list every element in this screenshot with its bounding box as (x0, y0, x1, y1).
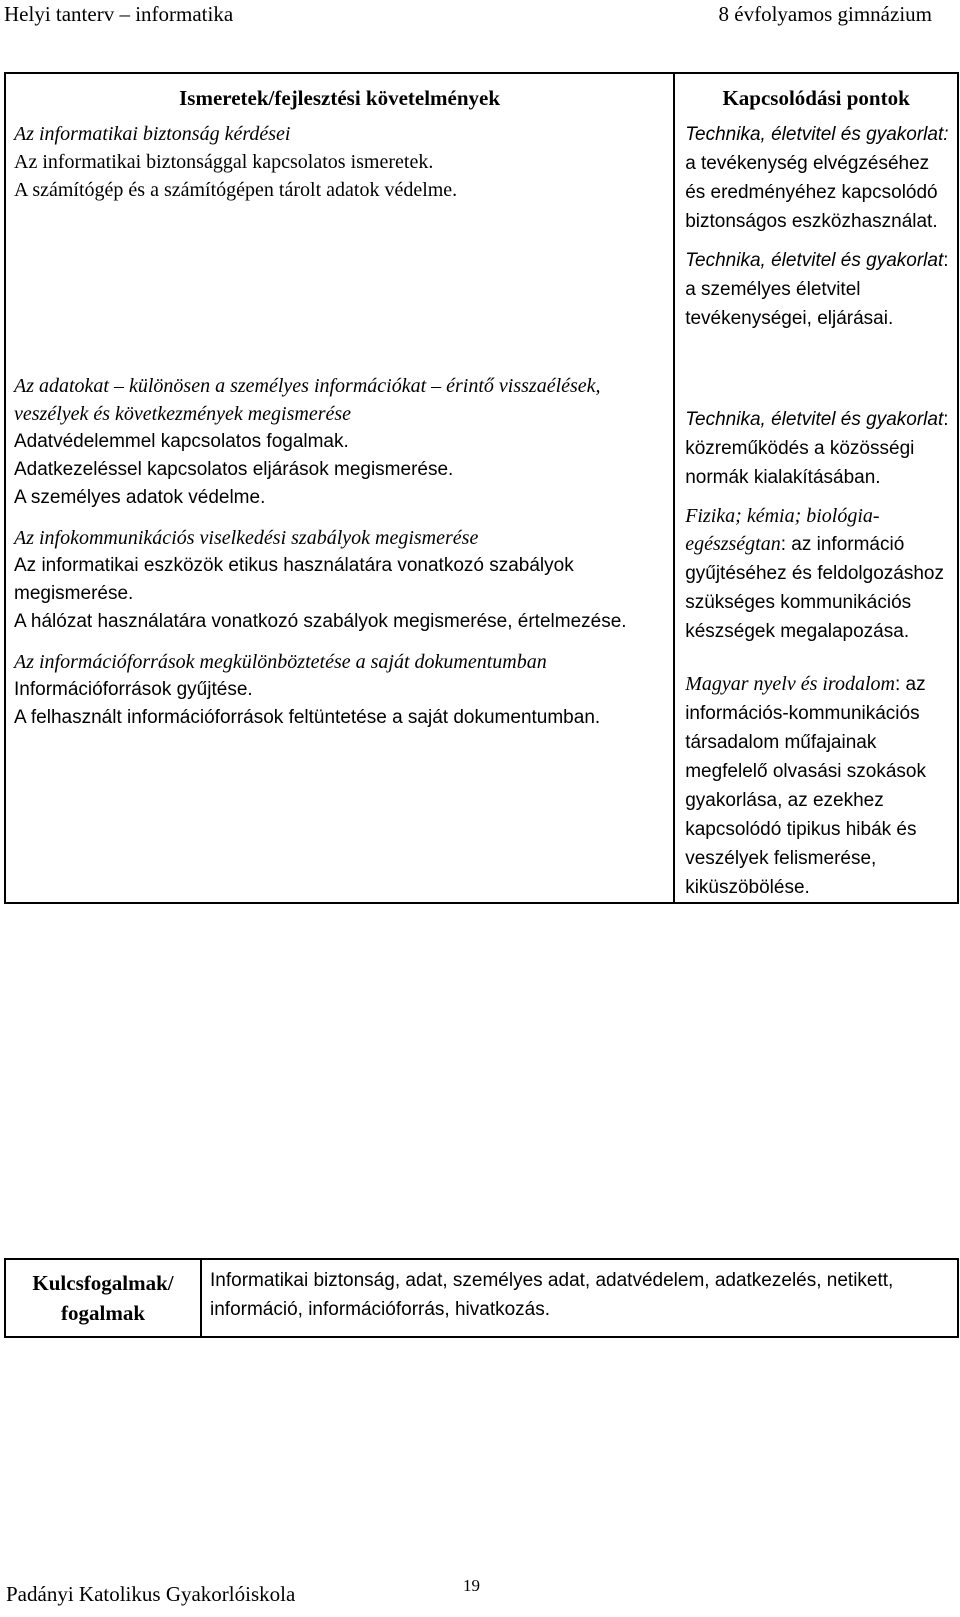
column-header-links: Kapcsolódási pontok (722, 86, 910, 110)
link-subject: Fizika; kémia; biológia-egészségtan (685, 505, 880, 555)
key-concepts-label-line: fogalmak (61, 1301, 145, 1325)
requirement-section (14, 524, 665, 636)
section-line: Az informatikai eszközök etikus használatára vonatkozó szabályok megismerése. (14, 555, 574, 604)
link-text: : a személyes életvitel tevékenységei, eljárásai. (685, 250, 949, 329)
footer-school-name: Padányi Katolikus Gyakorlóiskola (6, 1582, 296, 1606)
page-header (0, 0, 960, 30)
content-cell (5, 73, 674, 903)
column-header-requirements: Ismeretek/fejlesztési követelmények (179, 86, 501, 110)
section-title: Az infokommunikációs viselkedési szabályok megismerése (14, 527, 479, 549)
key-concepts-label (5, 1259, 201, 1337)
section-line: Adatvédelemmel kapcsolatos fogalmak. (14, 431, 349, 452)
requirement-section (14, 648, 665, 732)
link-subject: Technika, életvitel és gyakorlat (685, 409, 944, 430)
table-row (5, 73, 958, 903)
section-line: A személyes adatok védelme. (14, 487, 266, 508)
link-text: a tevékenység elvégzéséhez és eredményéhez kapcsolódó biztonságos eszközhasználat. (685, 153, 938, 232)
requirement-section (14, 372, 665, 512)
link-subject: Technika, életvitel és gyakorlat (685, 250, 944, 271)
page-footer (0, 1576, 960, 1616)
link-section (685, 246, 951, 333)
link-section (685, 405, 951, 492)
key-concepts-label-line: Kulcsfogalmak/ (32, 1271, 174, 1295)
link-section (685, 120, 951, 236)
key-concepts-value: Informatikai biztonság, adat, személyes adat, adatvédelem, adatkezelés, netikett, információ, információforrás, hivatkozás. (201, 1259, 958, 1337)
section-title: Az információforrások megkülönböztetése a saját dokumentumban (14, 651, 547, 673)
section-title: Az adatokat – különösen a személyes információkat – érintő visszaélések, veszélyek és következmények megismerése (14, 375, 601, 425)
link-text: : az információs-kommunikációs társadalom műfajainak megfelelő olvasási szokások gyakorlása, az ezekhez kapcsolódó tipikus hibák és veszélyek felismerése, kiküszöbölése. (685, 674, 926, 898)
section-line: Információforrások gyűjtése. (14, 679, 253, 700)
section-line: Adatkezeléssel kapcsolatos eljárások megismerése. (14, 459, 454, 480)
link-section (685, 670, 951, 902)
requirement-section (14, 120, 665, 204)
link-section (685, 502, 951, 646)
page-number: 19 (463, 1576, 480, 1595)
header-school-type: 8 évfolyamos gimnázium (718, 2, 932, 26)
section-line: Az informatikai biztonsággal kapcsolatos ismeretek. (14, 151, 434, 173)
header-title: Helyi tanterv – informatika (4, 2, 234, 26)
links-cell (674, 73, 958, 903)
link-text: : közreműködés a közösségi normák kialakításában. (685, 409, 949, 488)
link-text: : az információ gyűjtéséhez és feldolgozáshoz szükséges kommunikációs készségek megalapozása. (685, 534, 944, 642)
section-line: A számítógép és a számítógépen tárolt adatok védelme. (14, 179, 458, 201)
link-subject: Technika, életvitel és gyakorlat: (685, 124, 949, 145)
key-concepts-table (4, 1258, 959, 1338)
section-line: A felhasznált információforrások feltüntetése a saját dokumentumban. (14, 707, 601, 728)
section-line: A hálózat használatára vonatkozó szabályok megismerése, értelmezése. (14, 611, 627, 632)
link-subject: Magyar nyelv és irodalom (685, 673, 895, 695)
curriculum-table (4, 72, 959, 904)
section-title: Az informatikai biztonság kérdései (14, 123, 291, 145)
table-row (5, 1259, 958, 1337)
